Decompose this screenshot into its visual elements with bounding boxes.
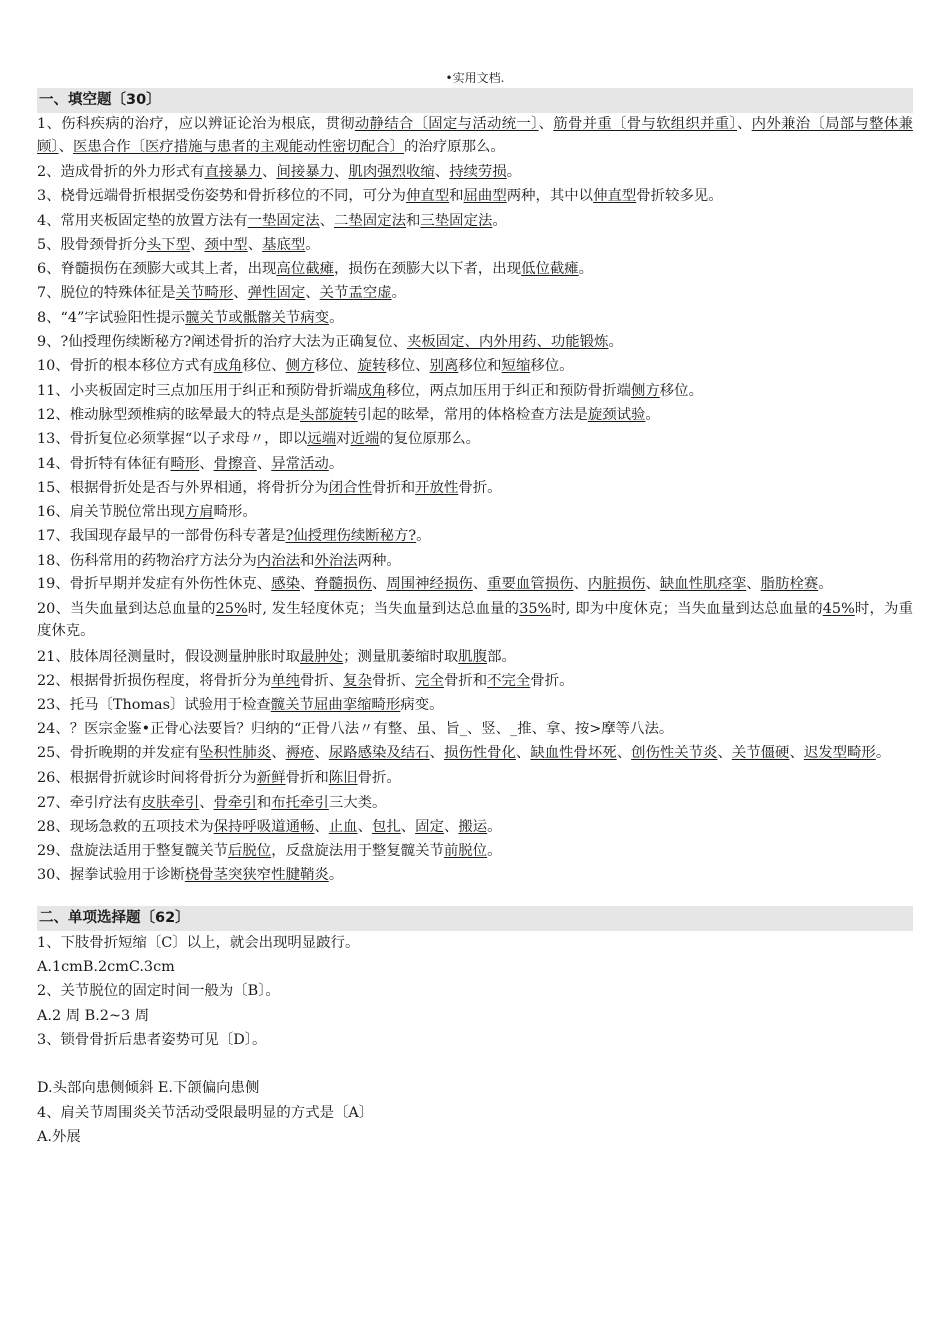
question-text: 骨折。 [458,479,502,496]
question-text: 。 [487,843,502,860]
answer-text: 伸直型 [405,188,450,205]
answer-text: 单纯 [271,672,300,689]
question-text: 、 [645,576,660,593]
answer-text: 髋关节屈曲挛缩畸形 [270,697,401,714]
fill-in-item [37,184,913,208]
question-text: 19、骨折早期并发症有外伤性休克、 [37,576,272,593]
fill-in-item [37,669,913,693]
fill-in-item [37,524,913,548]
question-text: 病变。 [400,697,444,714]
single-choice-question-list [37,931,913,1149]
question-text: 。 [492,212,507,229]
answer-text: 动静结合〔固定与活动统一〕 [354,116,539,132]
question-text: 9、?仙授理伤续断秘方?阐述骨折的治疗大法为正确复位、 [37,334,407,351]
question-text: 11、小夹板固定时三点加压用于纠正和预防骨折端 [37,382,358,399]
fill-in-item [37,330,913,354]
fill-in-item [37,257,913,281]
fill-in-question-list [37,113,913,888]
fill-in-item [37,379,913,403]
answer-text: 高位截瘫 [276,261,334,278]
question-text: 。 [608,334,623,351]
question-text: 。 [305,236,320,253]
answer-text: 桡骨茎突狭窄性腱鞘炎 [184,867,329,884]
question-text: 骨折和 [371,479,416,496]
question-text: 、 [538,116,554,132]
question-text: 移位。 [530,358,574,375]
section-heading-fill-in: 一、填空题〔30〕 [37,88,913,113]
answer-text: 基底型 [262,236,306,253]
answer-text: 内治法 [256,552,300,569]
answer-text: 骨牵引 [213,794,257,811]
fill-in-item [37,693,913,717]
question-text: 时，为重度休克。 [37,600,914,640]
fill-in-item [37,427,913,451]
question-text: 、 [515,744,531,761]
question-text: 移位，两点加压用于纠正和预防骨折端 [386,382,631,399]
answer-text: 关节僵硬 [731,744,790,761]
question-text: 、 [616,744,632,761]
answer-text: 内外兼治〔局部与整体兼顾〕 [37,116,913,155]
question-text: 移位、 [314,358,358,375]
question-text: ；测量肌萎缩时取 [343,648,459,665]
fill-in-item [37,742,913,765]
fill-in-item [37,306,913,330]
answer-text: 外治法 [314,552,358,569]
choice-question: 3、锁骨骨折后患者姿势可见〔D〕。 [37,1031,267,1048]
fill-in-item [37,113,913,158]
choice-options: D.头部向患侧倾斜 E.下颌偏向患侧 [37,1080,260,1097]
question-text: 27、牵引疗法有 [37,794,142,811]
question-text: 、 [371,576,387,593]
question-text: 30、握拳试验用于诊断 [37,867,185,884]
question-text: 和 [256,794,272,811]
answer-text: 筋骨并重〔骨与软组织并重〕 [553,116,737,132]
question-text: 、 [58,138,73,155]
answer-text: 布托牵引 [271,794,329,811]
question-text: 、 [314,744,329,761]
answer-text: 35% [519,600,552,617]
fill-in-item [37,863,913,887]
question-text: 骨折。 [357,770,401,787]
answer-text: 近端 [350,431,380,448]
question-text: 和 [405,212,421,229]
question-text: 和 [449,188,464,205]
answer-text: 成角 [357,382,387,399]
question-text: 部。 [487,648,516,665]
question-text: 29、盘旋法适用于整复髋关节 [37,843,228,860]
question-text: 、 [262,164,277,180]
answer-text: 方肩 [184,504,214,521]
question-text: 。 [391,285,407,302]
fill-in-item [37,549,913,573]
answer-text: 不完全 [487,672,531,689]
question-text: 18、伤科常用的药物治疗方法分为 [37,552,257,569]
question-text: 两种，其中以 [506,188,594,205]
answer-text: 最肿处 [299,648,344,665]
question-text: 、 [233,285,248,302]
fill-in-item [37,645,913,669]
answer-text: 内脏损伤 [587,576,646,593]
answer-text: 损伤性骨化 [443,744,516,761]
question-text: 。 [875,744,891,761]
question-text: 骨折和 [285,770,329,787]
answer-text: 尿路感染及结石 [328,744,430,761]
question-text: 、 [199,455,214,472]
fill-in-item [37,403,913,427]
question-text: 。 [487,818,502,835]
answer-text: 肌肉强烈收缩 [348,164,435,180]
question-text: 13、骨折复位必须掌握“以子求母〃，即以 [37,431,308,448]
answer-text: 完全 [415,672,444,689]
question-text: 7、脱位的特殊体征是 [37,285,176,302]
answer-text: 周围神经损伤 [386,576,473,593]
question-text: 、 [400,818,416,835]
answer-text: 远端 [307,431,337,448]
question-text: 的治疗原那么。 [404,138,505,155]
question-text: 畸形。 [213,504,257,521]
answer-text: 异常活动 [271,455,329,472]
answer-text: 搬运 [458,818,488,835]
fill-in-item [37,354,913,378]
answer-text: 一垫固定法 [247,212,320,229]
answer-text: 脂肪栓赛 [760,576,819,593]
question-text: 、 [319,212,335,229]
answer-text: 头部旋转 [299,406,358,423]
question-text: 。 [818,576,833,593]
blank-line [37,1052,913,1076]
question-text: 、 [357,818,372,835]
fill-in-item [37,791,913,815]
answer-text: 45% [822,600,855,617]
question-text: 2、造成骨折的外力形式有 [37,164,205,180]
answer-text: 闭合性 [328,479,372,496]
question-text: 、 [256,455,272,472]
answer-text: 感染 [271,576,300,593]
question-text: 10、骨折的根本移位方式有 [37,358,214,375]
answer-text: 夹板固定、内外用药、功能锻炼 [406,334,609,351]
question-text: 8、“4”字试验阳性提示 [37,309,186,326]
answer-text: 间接暴力 [276,164,335,180]
question-text: 、 [305,285,320,302]
question-text: 引起的眩晕，常用的体格检查方法是 [357,406,588,423]
question-text: 骨折、 [299,672,344,689]
answer-text: 坠积性肺炎 [199,744,272,761]
fill-in-item [37,598,913,643]
fill-in-item [37,476,913,500]
fill-in-item [37,160,913,184]
question-text: 24、？医宗金鉴•正骨心法要旨？归纳的“正骨八法〃有整、虽、旨_、竖、_推、拿、按>摩等八法。 [37,721,674,738]
answer-text: 复杂 [343,672,372,689]
question-text: 3、桡骨远端骨折根据受伤姿势和骨折移位的不同，可分为 [37,188,406,205]
question-text: 、 [443,818,459,835]
question-text: 20、当失血量到达总血量的 [37,600,216,617]
document-page [37,70,913,1149]
fill-in-item [37,573,913,596]
answer-text: 侧方 [285,358,315,375]
question-text: 。 [506,164,522,180]
answer-text: 二垫固定法 [334,212,406,229]
fill-in-item [37,839,913,863]
question-text: 、 [789,744,804,761]
answer-text: 低位截瘫 [521,261,579,278]
question-text: 28、现场急救的五项技术为 [37,818,214,835]
question-text: 骨折。 [530,672,574,689]
question-text: 。 [328,455,344,472]
question-text: 两种。 [357,552,401,569]
answer-text: 成角 [213,358,243,375]
question-text: 三大类。 [328,794,387,811]
answer-text: 弹性固定 [247,285,306,302]
answer-text: 缺血性肌痉挛 [659,576,747,593]
question-text: 6、脊髓损伤在颈膨大或其上者，出现 [37,261,277,278]
question-text: ，损伤在颈膨大以下者，出现 [334,261,522,278]
question-text: 25、骨折晚期的并发症有 [37,744,200,761]
question-text: 1、伤科疾病的治疗，应以辨证论治为根底，贯彻 [37,116,355,132]
answer-text: 重要血管损伤 [487,576,574,593]
answer-text: 迟发型畸形 [803,744,876,761]
question-text: 的复位原那么。 [379,431,481,448]
question-text: 22、根据骨折损伤程度，将骨折分为 [37,672,272,689]
question-text: 。 [328,867,344,884]
answer-text: 医患合作〔医疗措施与患者的主观能动性密切配合〕 [73,138,404,155]
question-text: 、 [429,744,444,761]
answer-text: 关节盂空虚 [319,285,392,302]
question-text: 。 [329,309,344,326]
question-text: 、 [247,236,263,253]
answer-text: 肌腹 [458,648,488,665]
choice-options: A.2 周 B.2~3 周 [37,1007,150,1024]
question-text: 骨折、 [371,672,416,689]
question-text: 。 [578,261,594,278]
question-text: 4、常用夹板固定垫的放置方法有 [37,212,248,229]
answer-text: 持续劳损 [449,164,507,180]
answer-text: 25% [215,600,248,617]
question-text: 16、肩关节脱位常出现 [37,504,185,521]
answer-text: 屈曲型 [463,188,507,205]
question-text: 、 [746,576,761,593]
question-text: 移位、 [242,358,286,375]
question-text: 、 [573,576,588,593]
answer-text: 缺血性骨坏死 [530,744,617,761]
answer-text: 止血 [328,818,358,835]
question-text: 12、椎动脉型颈椎病的眩晕最大的特点是 [37,406,300,423]
answer-text: 伸直型 [593,188,637,205]
answer-text: ?仙授理伤续断秘方? [285,528,417,545]
fill-in-item [37,717,913,741]
question-text: 17、我国现存最早的一部骨伤科专著是 [37,528,286,545]
question-text: 和 [299,552,315,569]
answer-text: 直接暴力 [204,164,263,180]
question-text: 、 [334,164,349,180]
fill-in-item [37,500,913,524]
fill-in-item [37,766,913,790]
question-text: 15、根据骨折处是否与外界相通，将骨折分为 [37,479,329,496]
question-text: 、 [299,576,315,593]
question-text: 23、托马〔Thomas〕试验用于检查 [37,697,271,714]
choice-question: 2、关节脱位的固定时间一般为〔B〕。 [37,983,280,1000]
header-note: •实用文档. [445,71,505,85]
question-text: 。 [645,406,660,423]
question-text: 骨折和 [443,672,488,689]
fill-in-item [37,452,913,476]
answer-text: 畸形 [170,455,200,472]
section-heading-single-choice: 二、单项选择题〔62〕 [37,906,913,931]
answer-text: 关节畸形 [175,285,234,302]
fill-in-item [37,281,913,305]
answer-text: 脊髓损伤 [314,576,372,593]
choice-options: A.外展 [37,1128,81,1145]
answer-text: 开放性 [415,479,459,496]
answer-text: 旋颈试验 [587,406,646,423]
answer-text: 新鲜 [256,770,286,787]
fill-in-item [37,815,913,839]
question-text: 、 [271,744,286,761]
answer-text: 骨擦音 [213,455,257,472]
question-text: 移位和 [458,358,502,375]
question-text: ，反盘旋法用于整复髋关节 [271,843,444,860]
answer-text: 颈中型 [204,236,248,253]
question-text: 。 [416,528,431,545]
question-text: 、 [190,236,205,253]
answer-text: 后脱位 [228,843,272,860]
answer-text: 侧方 [630,382,660,399]
answer-text: 褥疮 [285,744,315,761]
answer-text: 旋转 [357,358,387,375]
answer-text: 别离 [429,358,459,375]
question-text: 21、肢体周径测量时，假设测量肿胀时取 [37,648,300,665]
answer-text: 短缩 [501,358,531,375]
answer-text: 三垫固定法 [420,212,493,229]
answer-text: 包扎 [371,818,401,835]
question-text: 移位。 [659,382,703,399]
answer-text: 创伤性关节炎 [631,744,718,761]
question-text: 、 [434,164,450,180]
choice-question: 1、下肢骨折短缩〔C〕以上，就会出现明显跛行。 [37,934,360,951]
answer-text: 头下型 [146,236,191,253]
answer-text: 皮肤牵引 [141,794,200,811]
question-text: 、 [717,744,732,761]
question-text: 、 [199,794,214,811]
question-text: 移位、 [386,358,430,375]
answer-text: 陈旧 [328,770,358,787]
answer-text: 保持呼吸道通畅 [213,818,315,835]
question-text: 、 [736,116,752,132]
fill-in-item [37,209,913,233]
choice-options: A.1cmB.2cmC.3cm [37,959,175,976]
answer-text: 前脱位 [443,843,488,860]
choice-question: 4、肩关节周围炎关节活动受限最明显的方式是〔A〕 [37,1104,374,1121]
question-text: 、 [314,818,329,835]
answer-text: 髋关节或骶髂关节病变 [185,309,330,326]
question-text: 26、根据骨折就诊时间将骨折分为 [37,770,257,787]
question-text: 14、骨折特有体征有 [37,455,171,472]
fill-in-item [37,233,913,257]
question-text: 骨折较多见。 [636,188,723,205]
question-text: 时, 发生轻度休克；当失血量到达总血量的 [247,600,520,617]
question-text: 5、股骨颈骨折分 [37,236,147,253]
question-text: 对 [336,431,351,448]
question-text: 时, 即为中度休克；当失血量到达总血量的 [551,600,823,617]
answer-text: 固定 [415,818,444,835]
question-text: 、 [472,576,488,593]
